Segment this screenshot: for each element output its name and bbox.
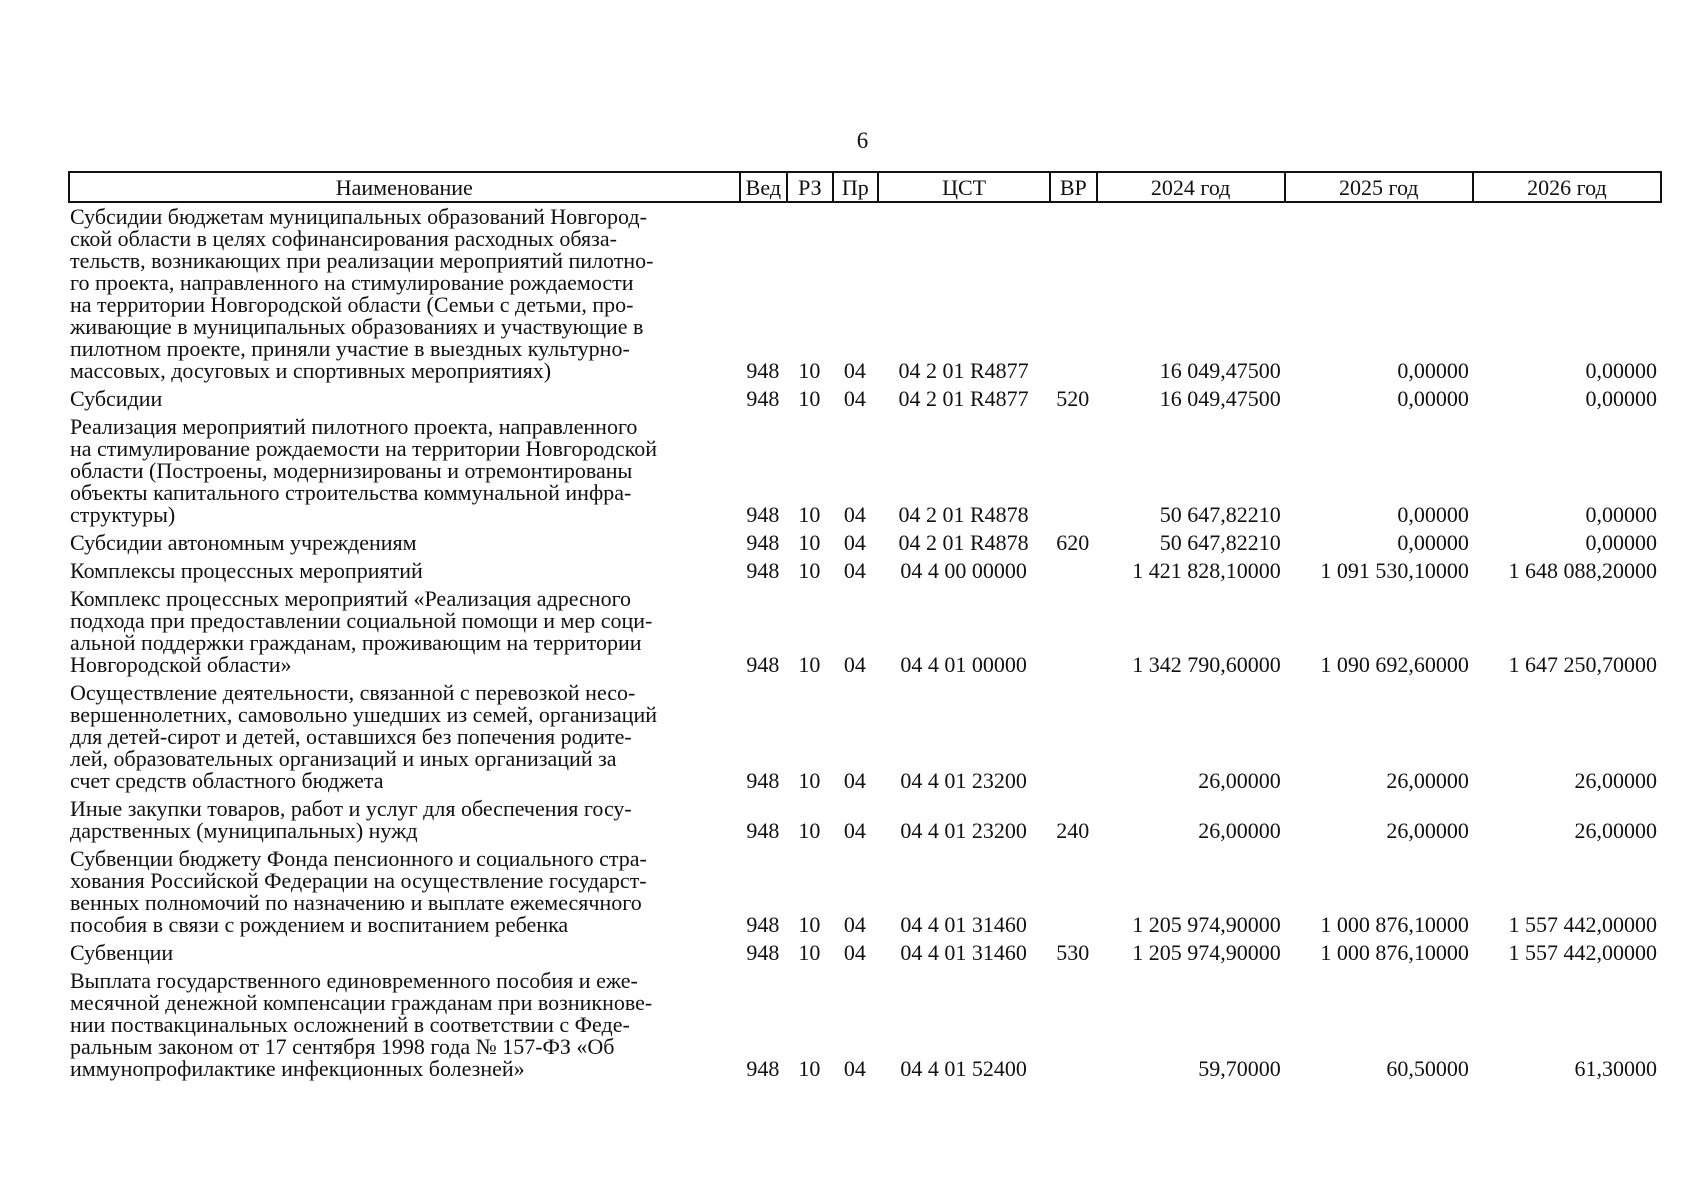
cell-2025: 60,50000 — [1386, 1056, 1469, 1081]
cell-name — [69, 679, 740, 795]
cell-cst: 04 4 01 00000 — [900, 652, 1027, 677]
cell-vr — [1050, 202, 1097, 385]
cell-2025: 0,00000 — [1397, 358, 1469, 383]
table-row — [69, 845, 1661, 939]
cell-ved: 948 — [746, 768, 780, 793]
cell-2025: 26,00000 — [1386, 818, 1469, 843]
name-line: дарственных (муниципальных) нужд — [70, 818, 418, 843]
header-rz: РЗ — [787, 172, 833, 202]
cell-vr — [1050, 557, 1097, 585]
header-cst: ЦСТ — [878, 172, 1050, 202]
cell-rz: 10 — [798, 558, 821, 583]
cell-2024: 1 421 828,10000 — [1132, 558, 1281, 583]
cell-2026: 1 557 442,00000 — [1508, 912, 1657, 937]
header-pr: Пр — [833, 172, 879, 202]
name-line: подхода при предоставлении социальной помощи и мер соци- — [70, 608, 653, 633]
cell-2024: 26,00000 — [1198, 768, 1281, 793]
cell-pr: 04 — [843, 940, 866, 965]
name-line: для детей-сирот и детей, оставшихся без попечения родите- — [70, 724, 632, 749]
cell-pr: 04 — [843, 912, 866, 937]
cell-2026: 0,00000 — [1585, 530, 1657, 555]
name-line: пособия в связи с рождением и воспитанием ребенка — [70, 912, 569, 937]
cell-cst: 04 4 01 23200 — [900, 818, 1027, 843]
cell-cst: 04 2 01 R4877 — [898, 358, 1029, 383]
cell-ved: 948 — [746, 652, 780, 677]
cell-cst: 04 2 01 R4878 — [898, 502, 1029, 527]
cell-2026: 26,00000 — [1574, 818, 1657, 843]
cell-vr: 240 — [1056, 818, 1090, 843]
name-line: на стимулирование рождаемости на территории Новгородской — [70, 436, 658, 461]
name-line: лей, образовательных организаций и иных организаций за — [70, 746, 617, 771]
cell-ved: 948 — [746, 1056, 780, 1081]
header-ved: Вед — [740, 172, 788, 202]
cell-pr: 04 — [843, 768, 866, 793]
name-line: го проекта, направленного на стимулирование рождаемости — [70, 270, 634, 295]
name-line: Субсидии — [70, 386, 163, 411]
name-line: Новгородской области» — [70, 652, 292, 677]
name-line: объекты капитального строительства коммунальной инфра- — [70, 480, 632, 505]
name-line: живающие в муниципальных образованиях и участвующие в — [70, 314, 644, 339]
cell-rz: 10 — [798, 768, 821, 793]
cell-2026: 1 557 442,00000 — [1508, 940, 1657, 965]
cell-ved: 948 — [746, 818, 780, 843]
name-line: Осуществление деятельности, связанной с перевозкой несо- — [70, 680, 636, 705]
cell-2026: 0,00000 — [1585, 502, 1657, 527]
table-row — [69, 385, 1661, 413]
name-line: Комплексы процессных мероприятий — [70, 558, 423, 583]
cell-ved: 948 — [746, 912, 780, 937]
cell-rz: 10 — [798, 386, 821, 411]
name-line: нии поствакцинальных осложнений в соответствии с Феде- — [70, 1012, 630, 1037]
table-row — [69, 413, 1661, 529]
name-line: на территории Новгородской области (Семьи с детьми, про- — [70, 292, 634, 317]
cell-name — [69, 385, 740, 413]
cell-vr — [1050, 967, 1097, 1083]
name-line: Иные закупки товаров, работ и услуг для обеспечения госу- — [70, 796, 632, 821]
cell-pr: 04 — [843, 530, 866, 555]
cell-vr — [1050, 845, 1097, 939]
header-vr: ВР — [1050, 172, 1097, 202]
cell-cst: 04 2 01 R4877 — [898, 386, 1029, 411]
cell-vr: 520 — [1056, 386, 1090, 411]
name-line: тельств, возникающих при реализации мероприятий пилотно- — [70, 248, 654, 273]
header-2024: 2024 год — [1097, 172, 1285, 202]
cell-pr: 04 — [843, 358, 866, 383]
cell-2025: 26,00000 — [1386, 768, 1469, 793]
name-line: альной поддержки гражданам, проживающим на территории — [70, 630, 642, 655]
cell-2025: 0,00000 — [1397, 502, 1469, 527]
table-row — [69, 939, 1661, 967]
cell-name — [69, 557, 740, 585]
name-line: Субвенции — [70, 940, 174, 965]
cell-2024: 1 205 974,90000 — [1132, 940, 1281, 965]
cell-rz: 10 — [798, 1056, 821, 1081]
table-row — [69, 202, 1661, 385]
cell-cst: 04 4 01 31460 — [900, 940, 1027, 965]
table-row — [69, 795, 1661, 845]
cell-cst: 04 4 01 23200 — [900, 768, 1027, 793]
cell-2025: 1 000 876,10000 — [1320, 912, 1469, 937]
table-row — [69, 967, 1661, 1083]
cell-rz: 10 — [798, 502, 821, 527]
cell-2024: 50 647,82210 — [1159, 502, 1281, 527]
cell-cst: 04 2 01 R4878 — [898, 530, 1029, 555]
cell-name — [69, 967, 740, 1083]
cell-rz: 10 — [798, 530, 821, 555]
cell-pr: 04 — [843, 502, 866, 527]
table-body — [69, 202, 1661, 1083]
cell-vr — [1050, 585, 1097, 679]
cell-rz: 10 — [798, 652, 821, 677]
cell-name — [69, 795, 740, 845]
cell-rz: 10 — [798, 358, 821, 383]
cell-ved: 948 — [746, 940, 780, 965]
name-line: иммунопрофилактике инфекционных болезней» — [70, 1056, 525, 1081]
name-line: венных полномочий по назначению и выплате ежемесячного — [70, 890, 642, 915]
name-line: массовых, досуговых и спортивных мероприятиях) — [70, 358, 552, 383]
page-number: 6 — [856, 128, 869, 153]
cell-name — [69, 529, 740, 557]
cell-2024: 26,00000 — [1198, 818, 1281, 843]
header-name: Наименование — [69, 172, 740, 202]
cell-2025: 1 000 876,10000 — [1320, 940, 1469, 965]
cell-2026: 0,00000 — [1585, 358, 1657, 383]
cell-2024: 16 049,47500 — [1159, 386, 1281, 411]
cell-2024: 50 647,82210 — [1159, 530, 1281, 555]
cell-pr: 04 — [843, 1056, 866, 1081]
cell-2026: 1 648 088,20000 — [1508, 558, 1657, 583]
cell-2024: 1 205 974,90000 — [1132, 912, 1281, 937]
cell-2026: 26,00000 — [1574, 768, 1657, 793]
name-line: вершеннолетних, самовольно ушедших из семей, организаций — [70, 702, 657, 727]
cell-ved: 948 — [746, 558, 780, 583]
cell-pr: 04 — [843, 558, 866, 583]
name-line: хования Российской Федерации на осуществление государст- — [70, 868, 647, 893]
cell-2024: 59,70000 — [1198, 1056, 1281, 1081]
cell-2024: 16 049,47500 — [1159, 358, 1281, 383]
cell-vr — [1050, 679, 1097, 795]
cell-2025: 0,00000 — [1397, 530, 1469, 555]
cell-2026: 61,30000 — [1574, 1056, 1657, 1081]
name-line: Реализация мероприятий пилотного проекта, направленного — [70, 414, 638, 439]
name-line: Субвенции бюджету Фонда пенсионного и социального стра- — [70, 846, 647, 871]
cell-vr: 620 — [1056, 530, 1090, 555]
cell-name — [69, 845, 740, 939]
cell-name — [69, 413, 740, 529]
cell-rz: 10 — [798, 818, 821, 843]
cell-2026: 0,00000 — [1585, 386, 1657, 411]
table-row — [69, 529, 1661, 557]
name-line: области (Построены, модернизированы и отремонтированы — [70, 458, 633, 483]
cell-vr: 530 — [1056, 940, 1090, 965]
table-row — [69, 679, 1661, 795]
cell-cst: 04 4 00 00000 — [900, 558, 1027, 583]
table-row — [69, 557, 1661, 585]
header-row — [69, 172, 1661, 202]
cell-vr — [1050, 413, 1097, 529]
cell-ved: 948 — [746, 530, 780, 555]
header-2026: 2026 год — [1473, 172, 1661, 202]
cell-cst: 04 4 01 31460 — [900, 912, 1027, 937]
name-line: Субсидии бюджетам муниципальных образований Новгород- — [70, 204, 647, 229]
cell-2025: 0,00000 — [1397, 386, 1469, 411]
name-line: Выплата государственного единовременного пособия и еже- — [70, 968, 638, 993]
cell-rz: 10 — [798, 940, 821, 965]
cell-cst: 04 4 01 52400 — [900, 1056, 1027, 1081]
name-line: Субсидии автономным учреждениям — [70, 530, 417, 555]
header-2025: 2025 год — [1285, 172, 1473, 202]
cell-2024: 1 342 790,60000 — [1132, 652, 1281, 677]
cell-rz: 10 — [798, 912, 821, 937]
table-row — [69, 585, 1661, 679]
name-line: структуры) — [70, 502, 176, 527]
cell-ved: 948 — [746, 502, 780, 527]
name-line: Комплекс процессных мероприятий «Реализация адресного — [70, 586, 632, 611]
name-line: месячной денежной компенсации гражданам при возникнове- — [70, 990, 653, 1015]
name-line: пилотном проекте, приняли участие в выездных культурно- — [70, 336, 630, 361]
cell-name — [69, 939, 740, 967]
cell-pr: 04 — [843, 652, 866, 677]
name-line: ральным законом от 17 сентября 1998 года № 157-ФЗ «Об — [70, 1034, 615, 1059]
name-line: ской области в целях софинансирования расходных обяза- — [70, 226, 617, 251]
budget-table — [68, 171, 1662, 1083]
cell-2025: 1 090 692,60000 — [1320, 652, 1469, 677]
cell-ved: 948 — [746, 386, 780, 411]
cell-name — [69, 202, 740, 385]
cell-ved: 948 — [746, 358, 780, 383]
cell-pr: 04 — [843, 818, 866, 843]
cell-name — [69, 585, 740, 679]
name-line: счет средств областного бюджета — [70, 768, 384, 793]
table-header — [69, 172, 1661, 202]
cell-2026: 1 647 250,70000 — [1508, 652, 1657, 677]
cell-pr: 04 — [843, 386, 866, 411]
cell-2025: 1 091 530,10000 — [1320, 558, 1469, 583]
